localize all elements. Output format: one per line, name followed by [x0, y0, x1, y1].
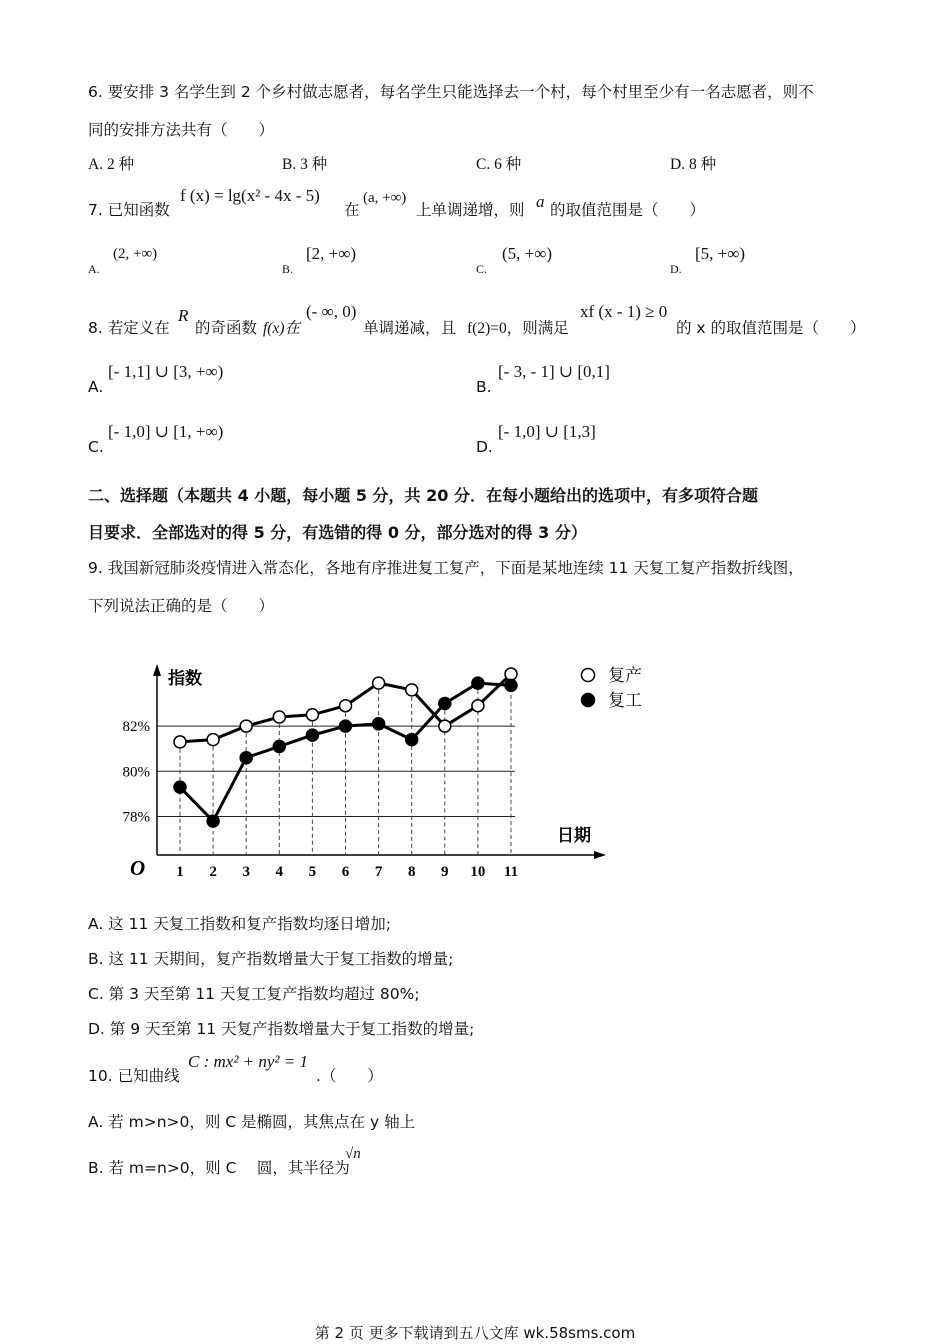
x-tick-label: 7: [374, 864, 383, 880]
section2-heading-line2: 目要求．全部选对的得 5 分，有选错的得 0 分，部分选对的得 3 分）: [88, 523, 587, 542]
q9-option-a: A. 这 11 天复工指数和复产指数均逐日增加;: [88, 915, 391, 933]
q6-option-c: C. 6 种: [476, 156, 522, 173]
q7-function: f (x) = lg(x² - 4x - 5): [180, 186, 320, 205]
q8-suffix: 的 x 的取值范围是（ ）: [676, 319, 866, 337]
data-point-复产: [373, 677, 385, 689]
q6-option-a: A. 2 种: [88, 156, 135, 173]
q6-option-b: B. 3 种: [282, 156, 328, 173]
data-point-复产: [340, 700, 352, 712]
q8-option-b-value: [- 3, - 1] ∪ [0,1]: [498, 362, 610, 381]
legend-marker: [582, 669, 595, 682]
q7-interval: (a, +∞): [363, 190, 407, 206]
q8-R: R: [178, 306, 189, 325]
x-tick-label: 4: [275, 864, 284, 880]
q8-option-b-letter: B.: [476, 378, 492, 396]
data-point-复产: [439, 720, 451, 732]
data-point-复工: [273, 740, 285, 752]
y-axis-arrow: [153, 664, 161, 676]
q7-option-a-value: (2, +∞): [113, 246, 158, 262]
x-tick-label: 3: [242, 864, 250, 880]
q10-option-a: A. 若 m>n>0，则 C 是椭圆，其焦点在 y 轴上: [88, 1113, 416, 1131]
data-point-复产: [207, 734, 219, 746]
q7-suffix1: 上单调递增，则: [416, 201, 525, 219]
data-point-复工: [505, 679, 517, 691]
q8-inequality: xf (x - 1) ≥ 0: [580, 302, 668, 321]
y-tick-label: 82%: [122, 719, 150, 736]
data-point-复产: [406, 684, 418, 696]
q7-mid: 在: [344, 201, 360, 219]
y-axis-label: 指数: [168, 669, 202, 688]
q10-curve: C : mx² + ny² = 1: [188, 1052, 309, 1071]
data-point-复工: [439, 697, 451, 709]
q8-prefix: 8. 若定义在: [88, 319, 170, 337]
q9-option-c: C. 第 3 天至第 11 天复工复产指数均超过 80%;: [88, 985, 420, 1003]
x-tick-label: 8: [407, 864, 416, 880]
data-point-复产: [505, 668, 517, 680]
legend-label: 复产: [608, 666, 642, 685]
q8-option-c-value: [- 1,0] ∪ [1, +∞): [108, 422, 224, 441]
q7-option-b-letter: B.: [282, 262, 294, 276]
q7-option-a-letter: A.: [88, 262, 100, 276]
q7-option-c-value: (5, +∞): [502, 244, 553, 263]
q8-interval: (- ∞, 0): [306, 302, 357, 321]
legend-label: 复工: [608, 691, 642, 710]
q9-option-d: D. 第 9 天至第 11 天复产指数增量大于复工指数的增量;: [88, 1020, 475, 1038]
x-tick-label: 9: [441, 864, 449, 880]
q9-line2: 下列说法正确的是（ ）: [88, 597, 275, 615]
q8-mid1: 的奇函数: [195, 319, 258, 337]
q7-option-d-value: [5, +∞): [695, 244, 746, 263]
q8-option-c-letter: C.: [88, 438, 104, 456]
q9-line1: 9. 我国新冠肺炎疫情进入常态化，各地有序推进复工复产，下面是某地连续 11 天复工复产指数折线图，: [88, 559, 804, 577]
q9-option-b: B. 这 11 天期间，复产指数增量大于复工指数的增量;: [88, 950, 454, 968]
q8-option-d-letter: D.: [476, 438, 493, 456]
q7-option-b-value: [2, +∞): [306, 244, 357, 263]
page-footer: 第 2 页 更多下载请到五八文库 wk.58sms.com: [314, 1324, 636, 1342]
data-point-复产: [174, 736, 186, 748]
data-point-复产: [240, 720, 252, 732]
q7-prefix: 7. 已知函数: [88, 201, 170, 219]
data-point-复工: [472, 677, 484, 689]
section2-heading-line1: 二、选择题（本题共 4 小题，每小题 5 分，共 20 分．在每小题给出的选项中，有多项符合题: [88, 486, 758, 505]
data-point-复产: [306, 709, 318, 721]
data-point-复工: [406, 734, 418, 746]
q10-option-b-math: √n: [345, 1146, 361, 1162]
q7-var-a: a: [536, 192, 545, 211]
q7-suffix2: 的取值范围是（ ）: [550, 201, 706, 219]
q6-line2: 同的安排方法共有（ ）: [88, 121, 275, 139]
q8-f2: f(2)=0，则满足: [467, 320, 569, 337]
q8-option-a-letter: A.: [88, 378, 104, 396]
chart-axes: [153, 664, 606, 859]
y-tick-label: 80%: [122, 764, 150, 781]
x-tick-label: 1: [176, 864, 184, 880]
q10-prefix: 10. 已知曲线: [88, 1067, 180, 1085]
data-point-复工: [207, 815, 219, 827]
q6-line1: 6. 要安排 3 名学生到 2 个乡村做志愿者，每名学生只能选择去一个村，每个村里至少有一名志愿者，则不: [88, 83, 814, 101]
q8-option-d-value: [- 1,0] ∪ [1,3]: [498, 422, 596, 441]
q8-fx: f(x)在: [263, 320, 301, 337]
q10-option-b: B. 若 m=n>0，则 C 圆，其半径为: [88, 1159, 350, 1177]
index-line-chart: [100, 650, 680, 890]
q7-option-d-letter: D.: [670, 262, 682, 276]
data-point-复工: [240, 752, 252, 764]
y-tick-label: 78%: [122, 809, 150, 826]
x-tick-label: 2: [209, 864, 217, 880]
x-axis-arrow: [594, 851, 606, 859]
x-tick-label: 5: [308, 864, 317, 880]
data-point-复工: [174, 781, 186, 793]
chart-legend: [582, 666, 643, 710]
x-tick-label: 11: [503, 864, 519, 880]
q8-mid2: 单调递减，且: [363, 319, 457, 337]
x-tick-label: 6: [341, 864, 350, 880]
x-tick-label: 10: [470, 864, 486, 880]
data-point-复产: [273, 711, 285, 723]
q6-option-d: D. 8 种: [670, 156, 717, 173]
data-point-复工: [373, 718, 385, 730]
q8-option-a-value: [- 1,1] ∪ [3, +∞): [108, 362, 224, 381]
legend-marker: [582, 694, 595, 707]
data-point-复工: [306, 729, 318, 741]
q7-option-c-letter: C.: [476, 262, 488, 276]
x-axis-label: 日期: [557, 826, 591, 845]
q10-suffix: .（ ）: [316, 1067, 383, 1085]
origin-label: O: [130, 856, 146, 880]
data-point-复工: [340, 720, 352, 732]
data-point-复产: [472, 700, 484, 712]
